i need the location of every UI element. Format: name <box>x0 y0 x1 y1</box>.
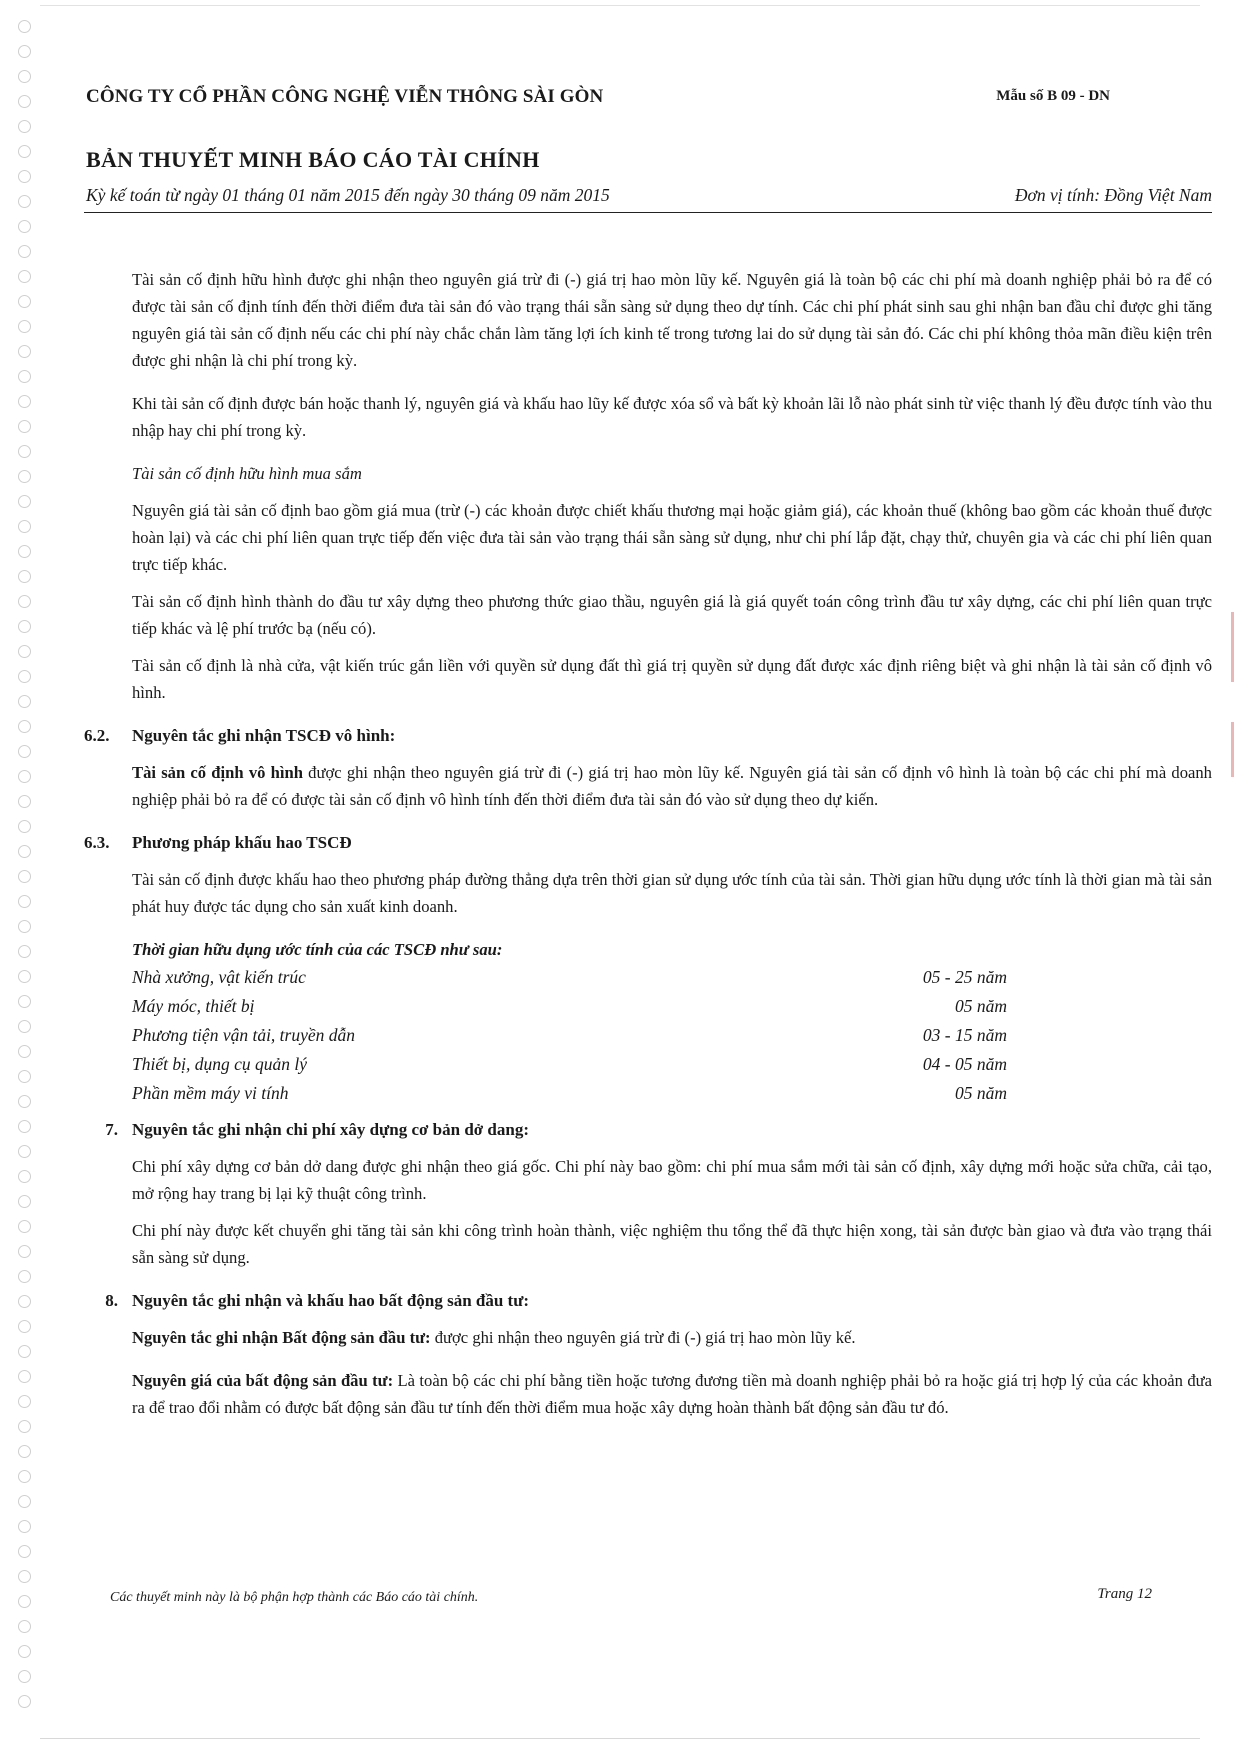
paragraph-construction-in-progress: Chi phí xây dựng cơ bản dở dang được ghi nhận theo giá gốc. Chi phí này bao gồm: chi phí mua sắm mới tài sản cố định, xây dựng mới hoặc sửa chữa, cải tạo, mở rộng hay trang bị lại kỹ thuật công trình. <box>132 1157 1212 1203</box>
paragraph-investment-property-cost <box>84 1367 1212 1421</box>
form-code: Mẫu số B 09 - DN <box>996 88 1110 104</box>
binding-hole <box>18 1295 31 1308</box>
binding-hole <box>18 120 31 133</box>
useful-life-row <box>84 963 1212 992</box>
binding-hole <box>18 745 31 758</box>
document-body <box>84 266 1212 1421</box>
section-number: 8. <box>105 1291 118 1310</box>
binding-hole <box>18 695 31 708</box>
useful-life-row <box>84 992 1212 1021</box>
binding-hole <box>18 1220 31 1233</box>
binding-hole <box>18 1070 31 1083</box>
reporting-period: Kỳ kế toán từ ngày 01 tháng 01 năm 2015 đến ngày 30 tháng 09 năm 2015 <box>86 185 610 205</box>
section-7-heading <box>84 1116 1212 1143</box>
section-6-2-heading <box>84 722 1212 749</box>
asset-class: Thiết bị, dụng cụ quản lý <box>132 1054 307 1074</box>
binding-hole <box>18 620 31 633</box>
binding-hole <box>18 1570 31 1583</box>
binding-hole <box>18 1145 31 1158</box>
paragraph-disposal: Khi tài sản cố định được bán hoặc thanh lý, nguyên giá và khấu hao lũy kế được xóa sổ và bất kỳ khoản lãi lỗ nào phát sinh từ việc thanh lý đều được tính vào thu nhập hay chi phí trong kỳ. <box>132 394 1212 440</box>
section-title: Nguyên tắc ghi nhận TSCĐ vô hình: <box>132 726 396 745</box>
asset-class: Nhà xưởng, vật kiến trúc <box>132 967 306 987</box>
page-number: Trang 12 <box>1097 1586 1152 1602</box>
header-divider <box>84 212 1212 213</box>
binding-hole <box>18 1345 31 1358</box>
binding-hole <box>18 1545 31 1558</box>
binding-hole <box>18 670 31 683</box>
useful-life-value: 04 - 05 năm <box>922 1054 1007 1074</box>
binding-hole <box>18 595 31 608</box>
asset-class: Phương tiện vận tải, truyền dẫn <box>132 1025 356 1045</box>
scan-bottom-edge <box>40 1738 1200 1739</box>
binding-hole <box>18 370 31 383</box>
useful-life-value: 05 năm <box>954 996 1007 1016</box>
binding-hole <box>18 1645 31 1658</box>
binding-hole <box>18 995 31 1008</box>
binding-hole <box>18 270 31 283</box>
subheading-purchased-assets: Tài sản cố định hữu hình mua sắm <box>132 464 362 483</box>
binding-hole <box>18 445 31 458</box>
binding-hole <box>18 820 31 833</box>
binding-hole <box>18 195 31 208</box>
binding-hole <box>18 245 31 258</box>
company-name: CÔNG TY CỔ PHẦN CÔNG NGHỆ VIỄN THÔNG SÀI GÒN <box>86 86 604 107</box>
section-title: Nguyên tắc ghi nhận và khấu hao bất động sản đầu tư: <box>132 1291 530 1310</box>
paragraph-depreciation-method: Tài sản cố định được khấu hao theo phương pháp đường thẳng dựa trên thời gian sử dụng ước tính của tài sản. Thời gian hữu dụng ước tính là thời gian mà tài sản phát huy được tác dụng cho sản xuất kinh doanh. <box>132 870 1212 916</box>
section-title: Nguyên tắc ghi nhận chi phí xây dựng cơ bản dở dang: <box>132 1120 530 1139</box>
section-number: 7. <box>105 1120 118 1139</box>
margin-mark <box>1231 722 1234 777</box>
binding-hole <box>18 395 31 408</box>
binding-hole <box>18 170 31 183</box>
binding-hole <box>18 95 31 108</box>
binding-hole <box>18 20 31 33</box>
binding-hole <box>18 1470 31 1483</box>
bold-lead: Tài sản cố định vô hình <box>132 763 303 782</box>
useful-life-value: 03 - 15 năm <box>922 1025 1007 1045</box>
binding-hole <box>18 45 31 58</box>
binding-hole <box>18 1670 31 1683</box>
binding-hole <box>18 770 31 783</box>
binding-hole <box>18 1270 31 1283</box>
binding-hole <box>18 220 31 233</box>
paragraph-text: được ghi nhận theo nguyên giá trừ đi (-) giá trị hao mòn lũy kế. Nguyên giá tài sản cố định vô hình là toàn bộ các chi phí mà doanh nghiệp phải bỏ ra để có được tài sản cố định vô hình tính đến thời điểm đưa tài sản đó vào sử dụng theo dự kiến. <box>132 763 1212 809</box>
bold-lead: Nguyên giá của bất động sản đầu tư: <box>132 1371 394 1390</box>
binding-hole <box>18 1595 31 1608</box>
paragraph-text: Là toàn bộ các chi phí bằng tiền hoặc tương đương tiền mà doanh nghiệp phải bỏ ra hoặc giá trị hợp lý của các khoản đưa ra để trao đổi nhằm có được bất động sản đầu tư tính đến thời điểm mua hoặc xây dựng hoàn thành bất động sản đầu tư đó. <box>132 1371 1212 1417</box>
binding-hole <box>18 145 31 158</box>
binding-hole <box>18 795 31 808</box>
binding-hole <box>18 345 31 358</box>
useful-life-value: 05 năm <box>954 1083 1007 1103</box>
paragraph-construction-cost: Tài sản cố định hình thành do đầu tư xây dựng theo phương thức giao thầu, nguyên giá là giá quyết toán công trình đầu tư xây dựng, các chi phí liên quan trực tiếp khác và lệ phí trước bạ (nếu có). <box>132 592 1212 638</box>
binding-hole <box>18 545 31 558</box>
binding-hole <box>18 1320 31 1333</box>
section-number: 6.3. <box>84 833 110 852</box>
binding-hole <box>18 945 31 958</box>
binding-hole <box>18 1370 31 1383</box>
binding-hole <box>18 495 31 508</box>
footer-note: Các thuyết minh này là bộ phận hợp thành các Báo cáo tài chính. <box>110 1590 479 1605</box>
margin-mark <box>1231 612 1234 682</box>
binding-hole <box>18 570 31 583</box>
asset-class: Phần mềm máy vi tính <box>132 1083 289 1103</box>
useful-life-row <box>84 1021 1212 1050</box>
binding-hole <box>18 295 31 308</box>
binding-hole <box>18 420 31 433</box>
binding-hole <box>18 470 31 483</box>
binding-hole <box>18 920 31 933</box>
paragraph-tangible-assets: Tài sản cố định hữu hình được ghi nhận theo nguyên giá trừ đi (-) giá trị hao mòn lũy kế. Nguyên giá là toàn bộ các chi phí mà doanh nghiệp phải bỏ ra để có được tài sản cố định tính đến thời điểm đưa tài sản đó vào trạng thái sẵn sàng sử dụng theo dự tính. Các chi phí phát sinh sau ghi nhận ban đầu chỉ được ghi tăng nguyên giá tài sản cố định nếu các chi phí này chắc chắn làm tăng lợi ích kinh tế trong tương lai do sử dụng tài sản đó. Các chi phí không thỏa mãn điều kiện trên được ghi nhận là chi phí trong kỳ. <box>132 270 1212 370</box>
section-6-3-heading <box>84 829 1212 856</box>
currency-unit: Đơn vị tính: Đồng Việt Nam <box>1014 185 1212 205</box>
bold-lead: Nguyên tắc ghi nhận Bất động sản đầu tư: <box>132 1328 431 1347</box>
binding-hole <box>18 1420 31 1433</box>
binding-hole <box>18 70 31 83</box>
useful-life-row <box>84 1050 1212 1079</box>
binding-hole <box>18 520 31 533</box>
binding-hole <box>18 1245 31 1258</box>
useful-life-table <box>84 963 1212 1108</box>
scan-top-edge <box>40 5 1200 6</box>
section-title: Phương pháp khấu hao TSCĐ <box>132 833 352 852</box>
paragraph-investment-property-recognition <box>84 1324 1212 1351</box>
binding-hole <box>18 1620 31 1633</box>
binding-hole <box>18 1195 31 1208</box>
binding-hole <box>18 845 31 858</box>
paragraph-buildings-land: Tài sản cố định là nhà cửa, vật kiến trúc gắn liền với quyền sử dụng đất thì giá trị quyền sử dụng đất được xác định riêng biệt và ghi nhận là tài sản cố định vô hình. <box>132 656 1212 702</box>
binding-hole <box>18 895 31 908</box>
binding-hole <box>18 1020 31 1033</box>
paragraph-cip-transfer: Chi phí này được kết chuyển ghi tăng tài sản khi công trình hoàn thành, việc nghiệm thu tổng thể đã thực hiện xong, tài sản được bàn giao và đưa vào trạng thái sẵn sàng sử dụng. <box>132 1221 1212 1267</box>
binding-hole <box>18 720 31 733</box>
binding-hole <box>18 1395 31 1408</box>
binding-hole <box>18 1445 31 1458</box>
binding-hole <box>18 1095 31 1108</box>
binding-hole <box>18 1170 31 1183</box>
paragraph-purchase-cost: Nguyên giá tài sản cố định bao gồm giá mua (trừ (-) các khoản được chiết khấu thương mại hoặc giảm giá), các khoản thuế (không bao gồm các khoản thuế được hoàn lại) và các chi phí liên quan trực tiếp đến việc đưa tài sản vào trạng thái sẵn sàng sử dụng, như chi phí lắp đặt, chạy thử, chuyên gia và các chi phí liên quan trực tiếp khác. <box>132 501 1212 574</box>
binding-hole <box>18 1495 31 1508</box>
useful-life-value: 05 - 25 năm <box>922 967 1007 987</box>
document-title: BẢN THUYẾT MINH BÁO CÁO TÀI CHÍNH <box>86 147 540 172</box>
asset-class: Máy móc, thiết bị <box>132 996 255 1016</box>
binding-hole <box>18 320 31 333</box>
binding-hole <box>18 1045 31 1058</box>
binding-hole <box>18 970 31 983</box>
section-8-heading <box>84 1287 1212 1314</box>
section-number: 6.2. <box>84 726 110 745</box>
useful-life-title: Thời gian hữu dụng ước tính của các TSCĐ như sau: <box>132 940 503 959</box>
binding-hole <box>18 1120 31 1133</box>
binding-hole <box>18 1520 31 1533</box>
binding-holes <box>14 20 36 1720</box>
binding-hole <box>18 645 31 658</box>
binding-hole <box>18 870 31 883</box>
useful-life-row <box>84 1079 1212 1108</box>
paragraph-text: được ghi nhận theo nguyên giá trừ đi (-) giá trị hao mòn lũy kế. <box>430 1328 856 1347</box>
binding-hole <box>18 1695 31 1708</box>
paragraph-intangible-assets <box>84 759 1212 813</box>
